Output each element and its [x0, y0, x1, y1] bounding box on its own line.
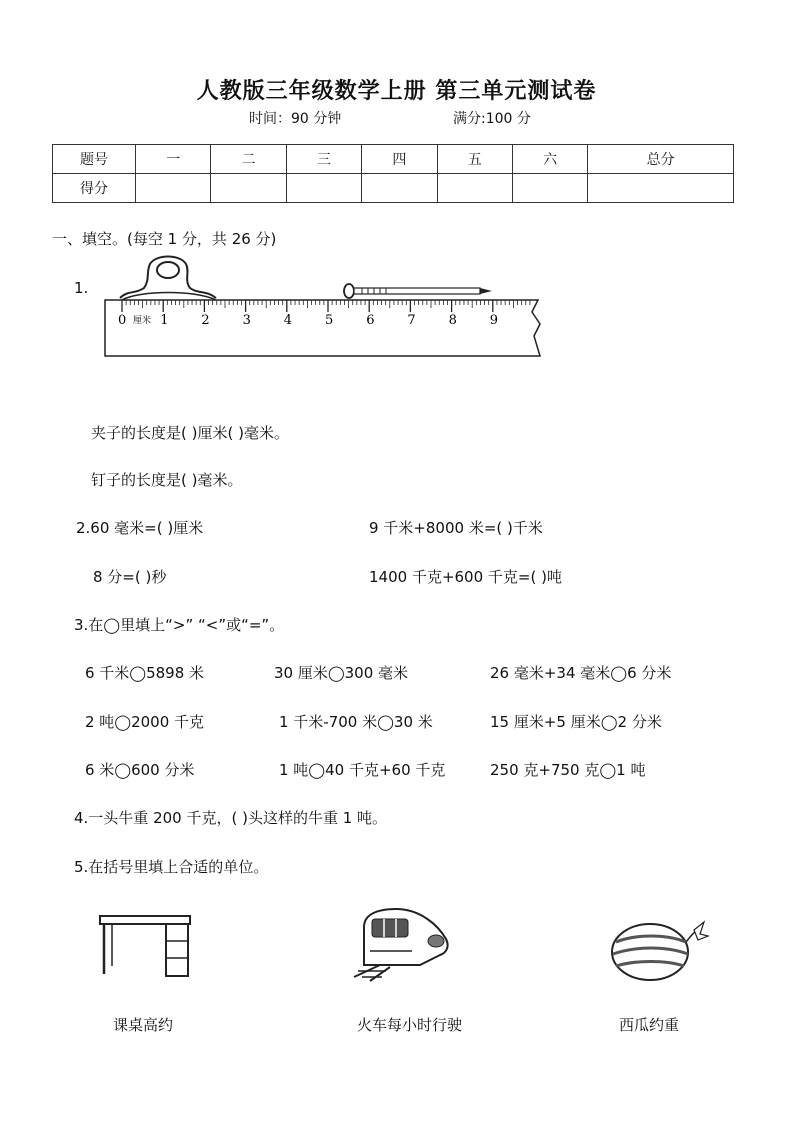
score-cell[interactable] — [286, 174, 361, 203]
question-3-title: 3.在◯里填上“>” “<”或“=”。 — [74, 616, 285, 634]
question-2-item-d: 1400 千克+600 千克=( )吨 — [369, 568, 562, 586]
desk-caption: 课桌高约 — [113, 1016, 174, 1034]
compare-item: 250 克+750 克◯1 吨 — [490, 761, 646, 779]
score-header-cell: 五 — [437, 145, 512, 174]
score-cell[interactable] — [136, 174, 211, 203]
score-table-header-row — [53, 145, 734, 174]
question-5-title: 5.在括号里填上合适的单位。 — [74, 858, 269, 876]
score-header-cell: 三 — [286, 145, 361, 174]
compare-item: 1 吨◯40 千克+60 千克 — [279, 761, 446, 779]
ruler-tick-label: 5 — [325, 313, 334, 328]
score-table — [52, 144, 734, 203]
compare-item: 6 千米◯5898 米 — [85, 664, 205, 682]
question-4: 4.一头牛重 200 千克，( )头这样的牛重 1 吨。 — [74, 809, 388, 827]
ruler-tick-label: 4 — [283, 313, 293, 328]
desk-icon — [98, 908, 194, 980]
watermelon-caption: 西瓜约重 — [619, 1016, 680, 1034]
ruler-tick-label: 0 — [118, 313, 127, 328]
ruler-tick-label: 3 — [242, 313, 251, 328]
score-label: 满分:100 分 — [453, 111, 531, 127]
question-2-item-a: 2.60 毫米=( )厘米 — [76, 519, 204, 537]
compare-item: 1 千米-700 米◯30 米 — [279, 713, 433, 731]
score-cell[interactable] — [362, 174, 437, 203]
score-cell[interactable] — [437, 174, 512, 203]
question-2-item-c: 8 分=( )秒 — [93, 568, 167, 586]
question-1-number: 1. — [74, 279, 89, 297]
ruler-body — [105, 300, 540, 356]
train-caption: 火车每小时行驶 — [357, 1016, 463, 1034]
ruler-tick-label: 6 — [366, 313, 375, 328]
section-1-heading: 一、填空。(每空 1 分，共 26 分) — [52, 230, 277, 248]
score-header-cell: 一 — [136, 145, 211, 174]
page-title: 人教版三年级数学上册 第三单元测试卷 — [196, 79, 597, 104]
score-cell[interactable] — [588, 174, 734, 203]
question-1-line-2: 钉子的长度是( )毫米。 — [91, 471, 243, 489]
compare-item: 6 米◯600 分米 — [85, 761, 195, 779]
score-cell[interactable] — [512, 174, 587, 203]
ruler-tick-label: 8 — [448, 313, 457, 328]
compare-item: 2 吨◯2000 千克 — [85, 713, 205, 731]
ruler-tick-label: 7 — [407, 313, 416, 328]
score-header-cell: 六 — [512, 145, 587, 174]
score-header-cell: 四 — [362, 145, 437, 174]
nail-illustration — [344, 284, 492, 298]
score-table-score-row — [53, 174, 734, 203]
score-row-label: 得分 — [53, 174, 136, 203]
compare-item: 26 毫米+34 毫米◯6 分米 — [490, 664, 672, 682]
score-header-cell: 题号 — [53, 145, 136, 174]
ruler-figure — [100, 250, 545, 360]
score-header-cell: 总分 — [588, 145, 734, 174]
question-2-item-b: 9 千米+8000 米=( )千米 — [369, 519, 543, 537]
watermelon-icon — [606, 912, 710, 984]
time-label: 时间：90 分钟 — [249, 111, 342, 127]
ruler-unit-label: 厘米 — [133, 316, 152, 326]
question-1-line-1: 夹子的长度是( )厘米( )毫米。 — [91, 424, 289, 442]
compare-item: 30 厘米◯300 毫米 — [274, 664, 409, 682]
ruler-tick-label: 2 — [201, 313, 210, 328]
ruler-tick-label: 1 — [160, 313, 169, 328]
ruler-tick-label: 9 — [489, 313, 499, 328]
train-icon — [350, 905, 460, 985]
compare-item: 15 厘米+5 厘米◯2 分米 — [490, 713, 662, 731]
score-cell[interactable] — [211, 174, 286, 203]
score-header-cell: 二 — [211, 145, 286, 174]
clip-illustration — [120, 257, 216, 301]
